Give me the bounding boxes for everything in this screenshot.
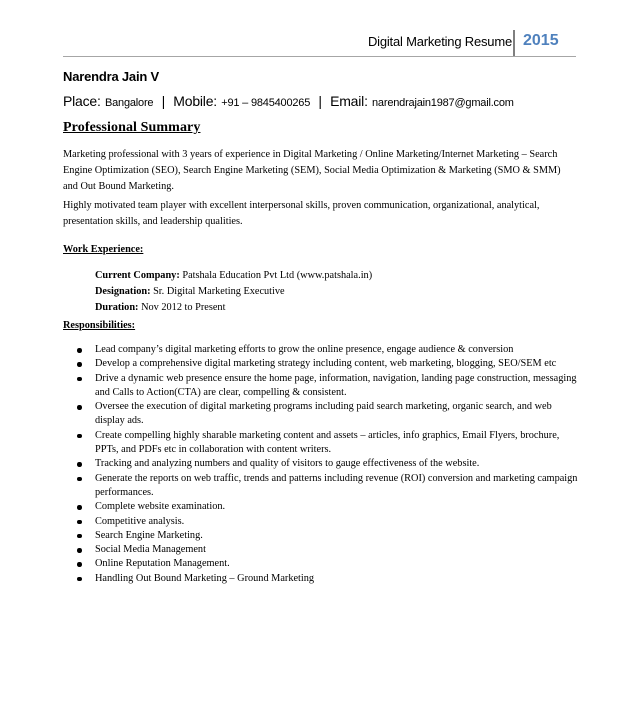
contact-separator: | bbox=[161, 93, 166, 109]
job-details bbox=[95, 268, 372, 316]
list-item: Search Engine Marketing. bbox=[63, 529, 583, 543]
designation-value: Sr. Digital Marketing Executive bbox=[153, 286, 285, 297]
mobile-label: Mobile: bbox=[173, 93, 217, 109]
company-label: Current Company: bbox=[95, 270, 180, 281]
email-value: narendrajain1987@gmail.com bbox=[372, 97, 514, 109]
duration-line bbox=[95, 300, 372, 316]
duration-label: Duration: bbox=[95, 302, 139, 313]
company-line bbox=[95, 268, 372, 284]
company-value: Patshala Education Pvt Ltd (www.patshala.in) bbox=[182, 270, 373, 281]
summary-paragraph: Marketing professional with 3 years of experience in Digital Marketing / Online Marketing/Internet Marketing – Search Engine Optimization (SEO), Search Engine Marketing (SEM), Social Media Optimization & Marketing (SMO & SMM) and Out Bound Marketing. bbox=[63, 149, 561, 192]
list-item: Online Reputation Management. bbox=[63, 557, 583, 571]
list-item: Oversee the execution of digital marketing programs including paid search marketing, organic search, and web display ads. bbox=[63, 400, 583, 429]
list-item: Drive a dynamic web presence ensure the home page, information, navigation, landing page construction, messaging and Calls to Action(CTA) are clear, compelling & consistent. bbox=[63, 372, 583, 401]
list-item: Lead company’s digital marketing efforts to grow the online presence, engage audience & conversion bbox=[63, 343, 583, 357]
email-label: Email: bbox=[330, 93, 368, 109]
responsibilities-heading: Responsibilities: bbox=[63, 320, 136, 331]
professional-summary-heading: Professional Summary bbox=[63, 120, 201, 135]
list-item: Handling Out Bound Marketing – Ground Marketing bbox=[63, 572, 583, 586]
place-value: Bangalore bbox=[104, 97, 154, 109]
header-year: 2015 bbox=[523, 32, 559, 49]
list-item: Create compelling highly sharable marketing content and assets – articles, info graphics, Email Flyers, brochure, PPTs, and PDFs etc in collaboration with content writers. bbox=[63, 429, 583, 458]
header-divider bbox=[513, 30, 515, 56]
work-experience-heading: Work Experience: bbox=[63, 244, 144, 255]
place-label: Place: bbox=[63, 93, 101, 109]
list-item: Generate the reports on web traffic, trends and patterns including revenue (ROI) conversion and marketing campaign performances. bbox=[63, 472, 583, 501]
summary-paragraph: Highly motivated team player with excellent interpersonal skills, proven communication, organizational, analytical, presentation skills, and leadership qualities. bbox=[63, 200, 540, 227]
list-item: Social Media Management bbox=[63, 543, 583, 557]
header-title: Digital Marketing Resume bbox=[367, 34, 512, 49]
designation-label: Designation: bbox=[95, 286, 151, 297]
header-rule bbox=[63, 56, 576, 57]
duration-value: Nov 2012 to Present bbox=[141, 302, 226, 313]
candidate-name: Narendra Jain V bbox=[63, 69, 159, 84]
list-item: Competitive analysis. bbox=[63, 515, 583, 529]
contact-line bbox=[63, 93, 514, 111]
responsibilities-list bbox=[63, 343, 583, 586]
designation-line bbox=[95, 284, 372, 300]
list-item: Develop a comprehensive digital marketing strategy including content, web marketing, blogging, SEO/SEM etc bbox=[63, 357, 583, 371]
contact-separator: | bbox=[318, 93, 322, 109]
list-item: Tracking and analyzing numbers and quality of visitors to gauge effectiveness of the website. bbox=[63, 457, 583, 471]
mobile-value: +91 – 9845400265 bbox=[221, 97, 311, 109]
list-item: Complete website examination. bbox=[63, 500, 583, 514]
